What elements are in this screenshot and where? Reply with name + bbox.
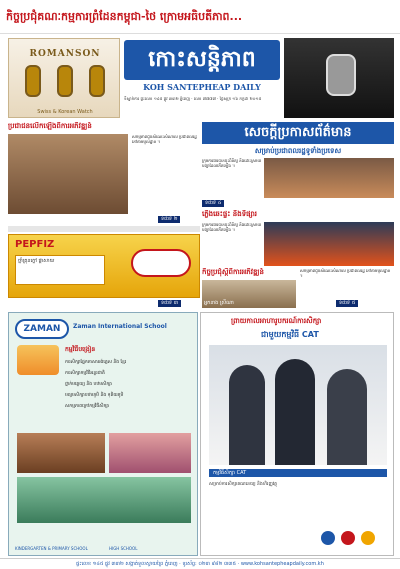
newspaper-title: កោះសន្តិភាព [124,40,280,80]
list-item: ថ្នាក់មត្តេយ្យ និង បឋមសិក្សា [65,382,112,387]
zaman-logo: ZAMAN [15,319,69,339]
romanson-brand: ROMANSON [29,49,101,59]
list-item: ការសិក្សាផ្នែកភាសាអង់គ្លេស និង ខ្មែរ [65,360,127,365]
list-item: ការសិក្សាកម្មវិធីអន្តរជាតិ [65,371,105,376]
watch-icon [25,65,41,97]
zaman-school-name: Zaman International School [73,323,167,330]
pill-icon [131,249,191,277]
zaman-program-heading: កម្មវិធីបង្រៀន [65,346,96,353]
issue-info: ទីស្នាក់ការ ផ្ទះលេខ ១៤៥ ផ្លូវ ៣៣២ ភ្នំពេញ · លេខ ៧៧៧៧ · ថ្ងៃសុក្រ ១៦ កក្កដា ២០១៥ [124,96,262,101]
mid-article-headline[interactable]: កិច្ចប្រជុំស្តីពីការអភិវឌ្ឍន៍ [202,268,264,276]
zaman-program-list [65,357,193,427]
fire-body: ក្រុមការងារបានចុះពិនិត្យ និងដោះស្រាយ បញ្ហាដែលកើតឡើង ។ [202,222,262,232]
zaman-footer-right: HIGH SCHOOL [109,546,138,551]
badge-icon [321,531,335,545]
watch-icon [89,65,105,97]
business-people-photo [209,345,387,465]
footer-contact-bar: ផ្ទះលេខ ១៤៥ ផ្លូវ ៣៣២ សង្កាត់ទួលស្វាយព្រៃ ភ្នំពេញ · ទូរស័ព្ទ: ០២៣ ៩៨២ ៣៣៥ · www.kohsantepheapdaily.com.kh [0,558,400,569]
kids-illustration [17,345,59,375]
fire-headline[interactable]: ភ្លើងឆេះផ្ទះ និងទីផ្សារ [202,210,258,218]
person-silhouette [229,365,265,465]
list-item: សកម្មភាពក្រៅកម្មវិធីសិក្សា [65,404,110,409]
list-item: មធ្យមសិក្សាបឋមភូមិ និង ទុតិយភូមិ [65,393,124,398]
badge-icon [341,531,355,545]
newspaper-subtitle: KOH SANTEPHEAP DAILY [143,82,261,92]
watch-ad-right[interactable] [284,38,394,118]
romanson-watch-ad[interactable] [8,38,120,118]
school-photo [17,477,191,523]
watch-icon [57,65,73,97]
zaman-footer-left: KINDERGARTEN & PRIMARY SCHOOL [15,546,88,551]
top-banner-headline: កិច្ចប្រជុំគណៈកម្មការព្រំដែនកម្ពុជា-ថៃ ក្រោមអធិបតីភាព... [0,0,400,34]
zaman-school-ad[interactable] [8,312,198,556]
pepfiz-ad[interactable] [8,234,200,298]
cat-headline: ព្រាយកាលអាហារូបករណ៍ការសិក្សា [231,317,322,325]
cat-body: សម្រាប់ការសិក្សាគណនេយ្យ និងហិរញ្ញវត្ថុ [209,482,278,487]
main-headline[interactable]: សេចក្តីប្រកាសព័ត៌មាន [202,122,394,144]
right-article-brief [202,158,262,198]
left-article-body: សកម្មភាពជួបសំណេះសំណាល ប្រជាពលរដ្ឋ នៅតាមមូលដ្ឋាន ។ [132,134,197,144]
divider [8,226,200,232]
left-article-headline[interactable]: ប្រជាជនលើកឡើងពីការអភិវឌ្ឍន៍ [8,122,92,130]
school-photo [109,433,191,473]
page-tag: ទំព័រទី ៤ [202,200,224,207]
page-tag: ទំព័រទី ៥ [336,300,358,307]
right-article-body: ក្រុមការងារបានចុះពិនិត្យ និងដោះស្រាយ បញ្ហាដែលកើតឡើង ។ [202,158,262,168]
left-article-photo[interactable] [8,134,128,214]
fire-photo[interactable] [264,222,394,266]
lady-photo[interactable] [202,280,296,308]
cat-subheadline: ជាមួយកម្មវិធី CAT [261,330,319,339]
cat-scholarship-ad[interactable] [200,312,394,556]
romanson-caption: Swiss & Korean Watch [37,109,93,115]
cat-title-bar: កម្មវិធីសិក្សា CAT [209,469,387,477]
lady-caption: អ្នកនាង ស្រីណា [204,300,234,306]
person-silhouette [275,359,315,465]
person-silhouette [327,369,367,465]
pepfiz-logo: PEPFIZ [15,239,55,250]
bottom-right-brief: សកម្មភាពជួបសំណេះសំណាល ប្រជាពលរដ្ឋ នៅតាមមូលដ្ឋាន ។ [300,268,391,278]
right-top-photo[interactable] [264,158,394,198]
page-tag: ទំព័រទី ២ [158,216,180,223]
page-tag: ទំព័រទី ៣ [158,300,181,307]
badge-icon [361,531,375,545]
main-subheadline: សម្រាប់ប្រជាពលរដ្ឋទូទាំងប្រទេស [254,147,342,155]
pepfiz-caption: ថ្នាំគ្រុនក្តៅ ផ្តាសាយ [15,255,105,285]
school-photo [17,433,105,473]
watch-icon [326,54,356,96]
